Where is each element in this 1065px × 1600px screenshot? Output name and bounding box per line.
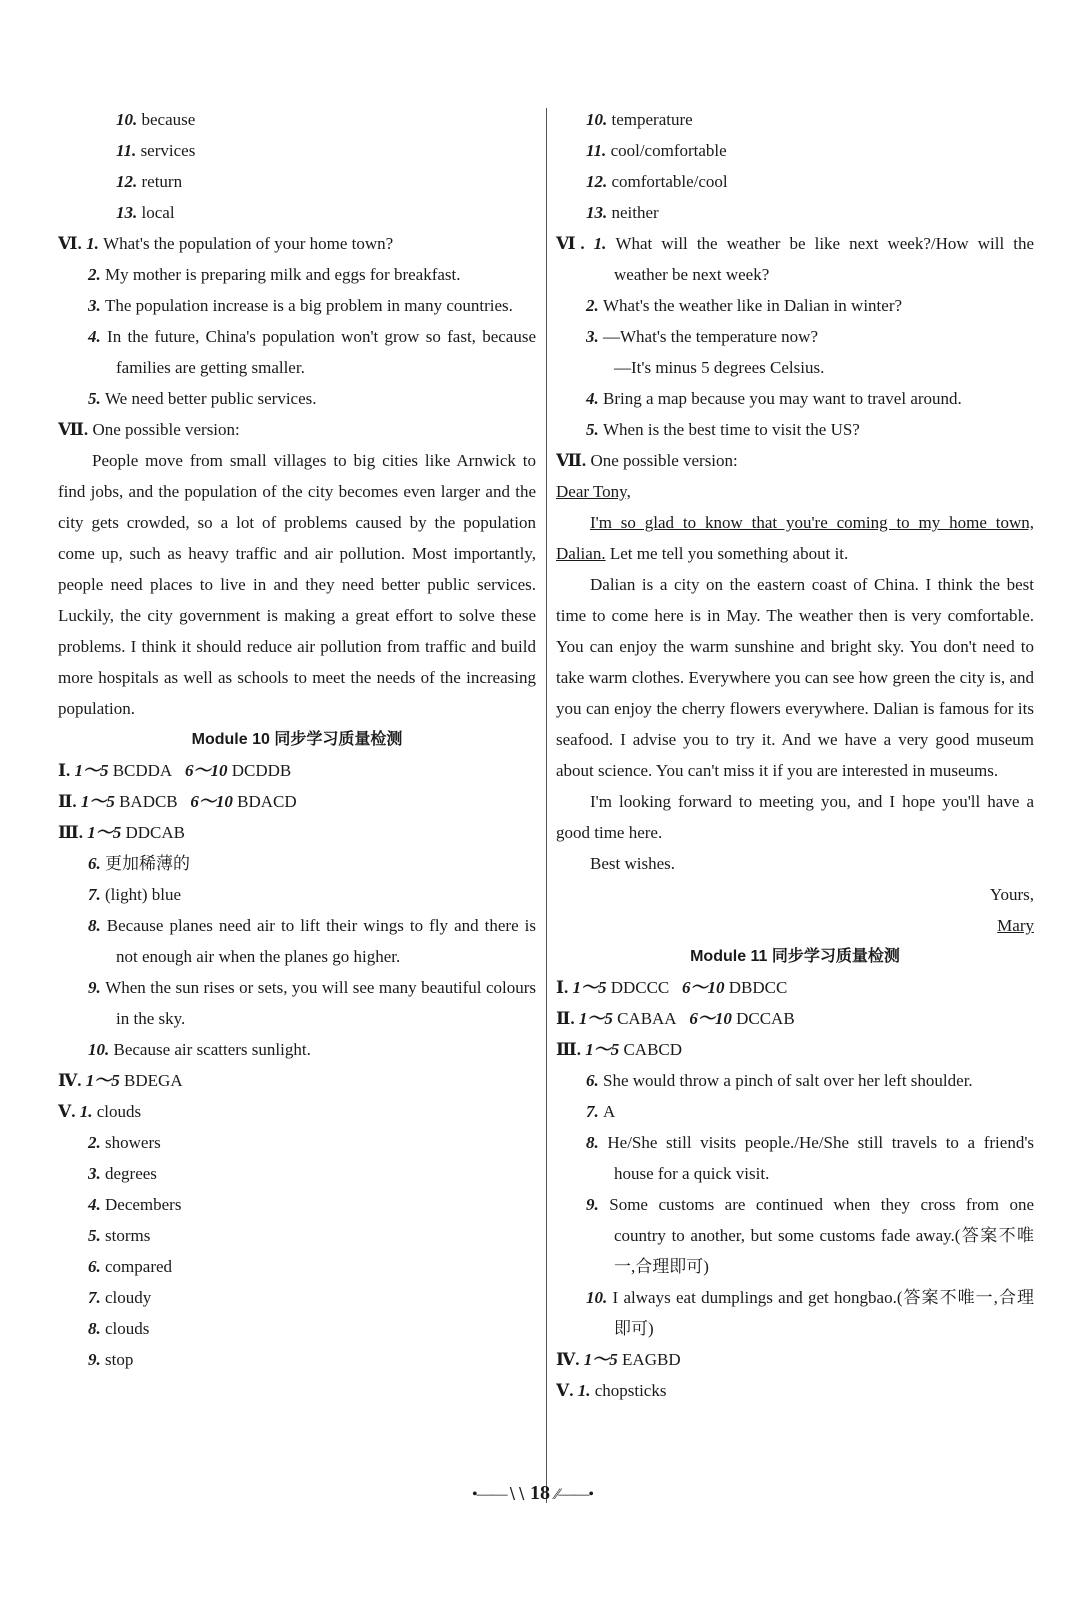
answer-line bbox=[556, 1096, 1034, 1127]
item-number: 12. bbox=[586, 172, 612, 191]
section-numeral: Ⅱ. bbox=[58, 792, 81, 811]
section-numeral: Ⅰ. bbox=[58, 761, 75, 780]
paragraph-text: I'm looking forward to meeting you, and I hope you'll have a good time here. bbox=[556, 792, 1034, 842]
answer-text: storms bbox=[105, 1226, 151, 1245]
item-number: 3. bbox=[88, 296, 105, 315]
answer-line bbox=[58, 321, 536, 383]
answer-line bbox=[556, 1282, 1034, 1344]
answer-text: One possible version: bbox=[590, 451, 738, 470]
answer-text: DCCAB bbox=[736, 1009, 795, 1028]
answer-text: compared bbox=[105, 1257, 173, 1276]
answer-text: One possible version: bbox=[92, 420, 240, 439]
item-number: 1～5 bbox=[80, 792, 120, 811]
section-numeral: Ⅲ. bbox=[556, 1040, 586, 1059]
answer-line bbox=[58, 1189, 536, 1220]
item-number: 8. bbox=[586, 1133, 608, 1152]
answer-text: 更加稀薄的 bbox=[105, 854, 190, 873]
answer-text: comfortable/cool bbox=[611, 172, 728, 191]
section-numeral: Ⅵ. bbox=[556, 234, 594, 253]
answer-line bbox=[556, 972, 1034, 1003]
item-number: 6. bbox=[88, 1257, 105, 1276]
answer-paragraph bbox=[58, 445, 536, 724]
answer-line bbox=[58, 1313, 536, 1344]
letter-closing bbox=[556, 910, 1034, 941]
letter-closing bbox=[556, 879, 1034, 910]
page-footer bbox=[0, 1482, 1065, 1505]
paragraph-text: People move from small villages to big cities like Arnwick to find jobs, and the population of the city becomes even larger and the city gets crowded, so a lot of problems caused by the population come up, such as heavy traffic and air pollution. Most importantly, people need places to live in and they need better public services. Luckily, the city government is making a great effort to solve these problems. I think it should reduce air pollution from traffic and build more hospitals as well as schools to meet the needs of the increasing population. bbox=[58, 451, 536, 718]
answer-text: BDACD bbox=[237, 792, 297, 811]
answer-line bbox=[58, 1220, 536, 1251]
answer-line bbox=[58, 197, 536, 228]
answer-text: We need better public services. bbox=[105, 389, 317, 408]
item-number: 7. bbox=[586, 1102, 603, 1121]
answer-text: CABAA bbox=[617, 1009, 677, 1028]
answer-line bbox=[58, 135, 536, 166]
answer-text: What's the weather like in Dalian in winter? bbox=[603, 296, 903, 315]
answer-text: —It's minus 5 degrees Celsius. bbox=[614, 358, 825, 377]
section-numeral: Ⅴ. bbox=[58, 1102, 80, 1121]
item-number: 10. bbox=[586, 110, 612, 129]
item-number: 4. bbox=[88, 1195, 105, 1214]
answer-text: services bbox=[140, 141, 196, 160]
answer-text: A bbox=[603, 1102, 616, 1121]
answer-text: (light) blue bbox=[105, 885, 182, 904]
page-number: 18 bbox=[530, 1482, 551, 1504]
answer-line bbox=[58, 1096, 536, 1127]
answer-line bbox=[58, 848, 536, 879]
answer-text: She would throw a pinch of salt over her left shoulder. bbox=[603, 1071, 973, 1090]
answer-line bbox=[58, 972, 536, 1034]
answer-text: DCDDB bbox=[231, 761, 292, 780]
answer-text: —What's the temperature now? bbox=[603, 327, 819, 346]
item-number: 1～5 bbox=[572, 978, 611, 997]
answer-text: cool/comfortable bbox=[610, 141, 727, 160]
answer-line bbox=[58, 383, 536, 414]
answer-line bbox=[58, 786, 536, 817]
paragraph-text: Best wishes. bbox=[590, 854, 675, 873]
answer-text: DBDCC bbox=[728, 978, 788, 997]
item-number: 9. bbox=[586, 1195, 610, 1214]
answer-line bbox=[58, 1127, 536, 1158]
answer-text: Bring a map because you may want to travel around. bbox=[603, 389, 962, 408]
section-numeral: Ⅰ. bbox=[556, 978, 573, 997]
item-number: 8. bbox=[88, 916, 107, 935]
answer-line bbox=[58, 817, 536, 848]
item-number: 1～5 bbox=[585, 1040, 624, 1059]
answer-paragraph bbox=[556, 786, 1034, 848]
answer-line bbox=[556, 135, 1034, 166]
answer-line bbox=[556, 1189, 1034, 1282]
answer-text: What will the weather be like next week?/How will the weather be next week? bbox=[614, 234, 1034, 284]
item-number: 8. bbox=[88, 1319, 105, 1338]
item-number: 12. bbox=[116, 172, 142, 191]
answer-text: clouds bbox=[105, 1319, 150, 1338]
answer-text: neither bbox=[611, 203, 659, 222]
answer-text: stop bbox=[105, 1350, 134, 1369]
answer-text: return bbox=[141, 172, 183, 191]
section-numeral: Ⅵ. bbox=[58, 234, 87, 253]
section-numeral: Ⅱ. bbox=[556, 1009, 579, 1028]
answer-paragraph bbox=[556, 507, 1034, 569]
answer-line bbox=[58, 1065, 536, 1096]
spacer bbox=[677, 1009, 690, 1028]
spacer bbox=[172, 761, 185, 780]
answer-paragraph bbox=[556, 569, 1034, 786]
footer-right-decoration: ∕∕——• bbox=[555, 1486, 593, 1503]
item-number: 6～10 bbox=[190, 792, 238, 811]
underlined-text: I'm so glad to know that you're coming to my home town, Dalian. bbox=[556, 513, 1034, 563]
answer-line bbox=[556, 1065, 1034, 1096]
answer-line bbox=[58, 259, 536, 290]
item-number: 1. bbox=[593, 234, 616, 253]
answer-line bbox=[58, 166, 536, 197]
item-number: 4. bbox=[586, 389, 603, 408]
answer-line bbox=[58, 1158, 536, 1189]
answer-text: local bbox=[141, 203, 175, 222]
item-number: 1～5 bbox=[87, 823, 126, 842]
item-number: 9. bbox=[88, 978, 106, 997]
answer-line bbox=[58, 414, 536, 445]
item-number: 11. bbox=[586, 141, 611, 160]
item-number: 7. bbox=[88, 1288, 105, 1307]
answer-text: cloudy bbox=[105, 1288, 152, 1307]
answer-text: Dear Tony, bbox=[556, 482, 631, 501]
answer-line bbox=[556, 197, 1034, 228]
answer-line bbox=[556, 1127, 1034, 1189]
item-number: 6. bbox=[88, 854, 105, 873]
answer-line bbox=[58, 1034, 536, 1065]
answer-line bbox=[556, 414, 1034, 445]
item-number: 2. bbox=[586, 296, 603, 315]
section-numeral: Ⅲ. bbox=[58, 823, 88, 842]
section-numeral: Ⅴ. bbox=[556, 1381, 578, 1400]
answer-line bbox=[58, 1344, 536, 1375]
answer-text: The population increase is a big problem in many countries. bbox=[105, 296, 513, 315]
item-number: 1～5 bbox=[583, 1350, 623, 1369]
answer-text: temperature bbox=[611, 110, 693, 129]
answer-text: My mother is preparing milk and eggs for breakfast. bbox=[105, 265, 461, 284]
item-number: 11. bbox=[116, 141, 141, 160]
answer-text: DDCAB bbox=[125, 823, 185, 842]
column-divider bbox=[546, 108, 547, 1503]
spacer bbox=[178, 792, 191, 811]
answer-line bbox=[556, 352, 1034, 383]
answer-line bbox=[556, 1375, 1034, 1406]
item-number: 13. bbox=[586, 203, 612, 222]
answer-text: I always eat dumplings and get hongbao.(答案不唯一,合理即可) bbox=[612, 1288, 1035, 1338]
answer-line bbox=[58, 910, 536, 972]
answer-text: Some customs are continued when they cross from one country to another, but some customs fade away.(答案不唯一,合理即可) bbox=[609, 1195, 1035, 1276]
item-number: 1～5 bbox=[85, 1071, 125, 1090]
footer-left-decoration: •——∖∖ bbox=[472, 1486, 526, 1503]
answer-text: chopsticks bbox=[594, 1381, 667, 1400]
answer-line bbox=[556, 290, 1034, 321]
answer-line bbox=[556, 321, 1034, 352]
answer-line bbox=[556, 445, 1034, 476]
spacer bbox=[669, 978, 682, 997]
paragraph-text: Dalian is a city on the eastern coast of China. I think the best time to come here is in May. The weather then is very comfortable. You can enjoy the warm sunshine and bright sky. You don't need to take warm clothes. Everywhere you can see how green the city is, and you can enjoy the cherry flowers everywhere. Dalian is famous for its seafood. I advise you to try it. And we have a very good museum about science. You can't miss it if you are interested in museums. bbox=[556, 575, 1034, 780]
answer-line bbox=[556, 383, 1034, 414]
item-number: 5. bbox=[586, 420, 603, 439]
closing-text: Yours, bbox=[989, 885, 1034, 904]
answer-text: Because air scatters sunlight. bbox=[113, 1040, 311, 1059]
answer-text: clouds bbox=[96, 1102, 142, 1121]
answer-text: Because planes need air to lift their wings to fly and there is not enough air when the planes go higher. bbox=[106, 916, 536, 966]
item-number: 3. bbox=[586, 327, 603, 346]
answer-line bbox=[58, 290, 536, 321]
answer-line bbox=[556, 228, 1034, 290]
item-number: 9. bbox=[88, 1350, 105, 1369]
answer-text: When the sun rises or sets, you will see many beautiful colours in the sky. bbox=[105, 978, 537, 1028]
answer-text: DDCCC bbox=[610, 978, 670, 997]
item-number: 3. bbox=[88, 1164, 105, 1183]
left-column bbox=[58, 104, 536, 1375]
item-number: 13. bbox=[116, 203, 142, 222]
item-number: 5. bbox=[88, 1226, 105, 1245]
answer-line bbox=[58, 104, 536, 135]
section-numeral: Ⅶ. bbox=[556, 451, 591, 470]
section-heading: Module 10 同步学习质量检测 bbox=[191, 731, 403, 748]
answer-text: CABCD bbox=[623, 1040, 683, 1059]
item-number: 1. bbox=[86, 234, 104, 253]
answer-line bbox=[556, 104, 1034, 135]
item-number: 6～10 bbox=[682, 978, 729, 997]
answer-text: degrees bbox=[105, 1164, 157, 1183]
answer-text: He/She still visits people./He/She still travels to a friend's house for a quick visit. bbox=[607, 1133, 1034, 1183]
answer-line bbox=[556, 1034, 1034, 1065]
section-numeral: Ⅳ. bbox=[556, 1350, 584, 1369]
item-number: 1～5 bbox=[74, 761, 113, 780]
item-number: 1. bbox=[79, 1102, 97, 1121]
item-number: 1～5 bbox=[578, 1009, 618, 1028]
answer-line bbox=[556, 476, 1034, 507]
item-number: 7. bbox=[88, 885, 105, 904]
item-number: 10. bbox=[586, 1288, 613, 1307]
answer-line bbox=[58, 755, 536, 786]
item-number: 4. bbox=[88, 327, 108, 346]
answer-line bbox=[58, 228, 536, 259]
item-number: 10. bbox=[116, 110, 142, 129]
item-number: 2. bbox=[88, 1133, 105, 1152]
item-number: 1. bbox=[577, 1381, 595, 1400]
item-number: 6. bbox=[586, 1071, 603, 1090]
section-numeral: Ⅳ. bbox=[58, 1071, 86, 1090]
answer-text: When is the best time to visit the US? bbox=[603, 420, 860, 439]
answer-text: Decembers bbox=[105, 1195, 182, 1214]
answer-text: BCDDA bbox=[112, 761, 173, 780]
answer-text: showers bbox=[105, 1133, 161, 1152]
section-numeral: Ⅶ. bbox=[58, 420, 93, 439]
answer-text: because bbox=[141, 110, 196, 129]
paragraph-text: Let me tell you something about it. bbox=[605, 544, 849, 563]
item-number: 2. bbox=[88, 265, 105, 284]
right-column bbox=[556, 104, 1034, 1406]
answer-line bbox=[58, 1251, 536, 1282]
item-number: 6～10 bbox=[184, 761, 232, 780]
answer-text: BDEGA bbox=[124, 1071, 183, 1090]
answer-line bbox=[556, 1344, 1034, 1375]
item-number: 6～10 bbox=[689, 1009, 737, 1028]
answer-paragraph bbox=[556, 848, 1034, 879]
answer-line bbox=[58, 1282, 536, 1313]
section-heading: Module 11 同步学习质量检测 bbox=[690, 948, 900, 965]
item-number: 10. bbox=[88, 1040, 114, 1059]
answer-text: In the future, China's population won't grow so fast, because families are getting smaller. bbox=[107, 327, 537, 377]
item-number: 5. bbox=[88, 389, 105, 408]
answer-text: BADCB bbox=[119, 792, 178, 811]
closing-text: Mary bbox=[997, 916, 1034, 935]
answer-text: EAGBD bbox=[622, 1350, 681, 1369]
answer-line bbox=[556, 166, 1034, 197]
answer-line bbox=[556, 1003, 1034, 1034]
answer-line bbox=[58, 879, 536, 910]
answer-text: What's the population of your home town? bbox=[103, 234, 394, 253]
